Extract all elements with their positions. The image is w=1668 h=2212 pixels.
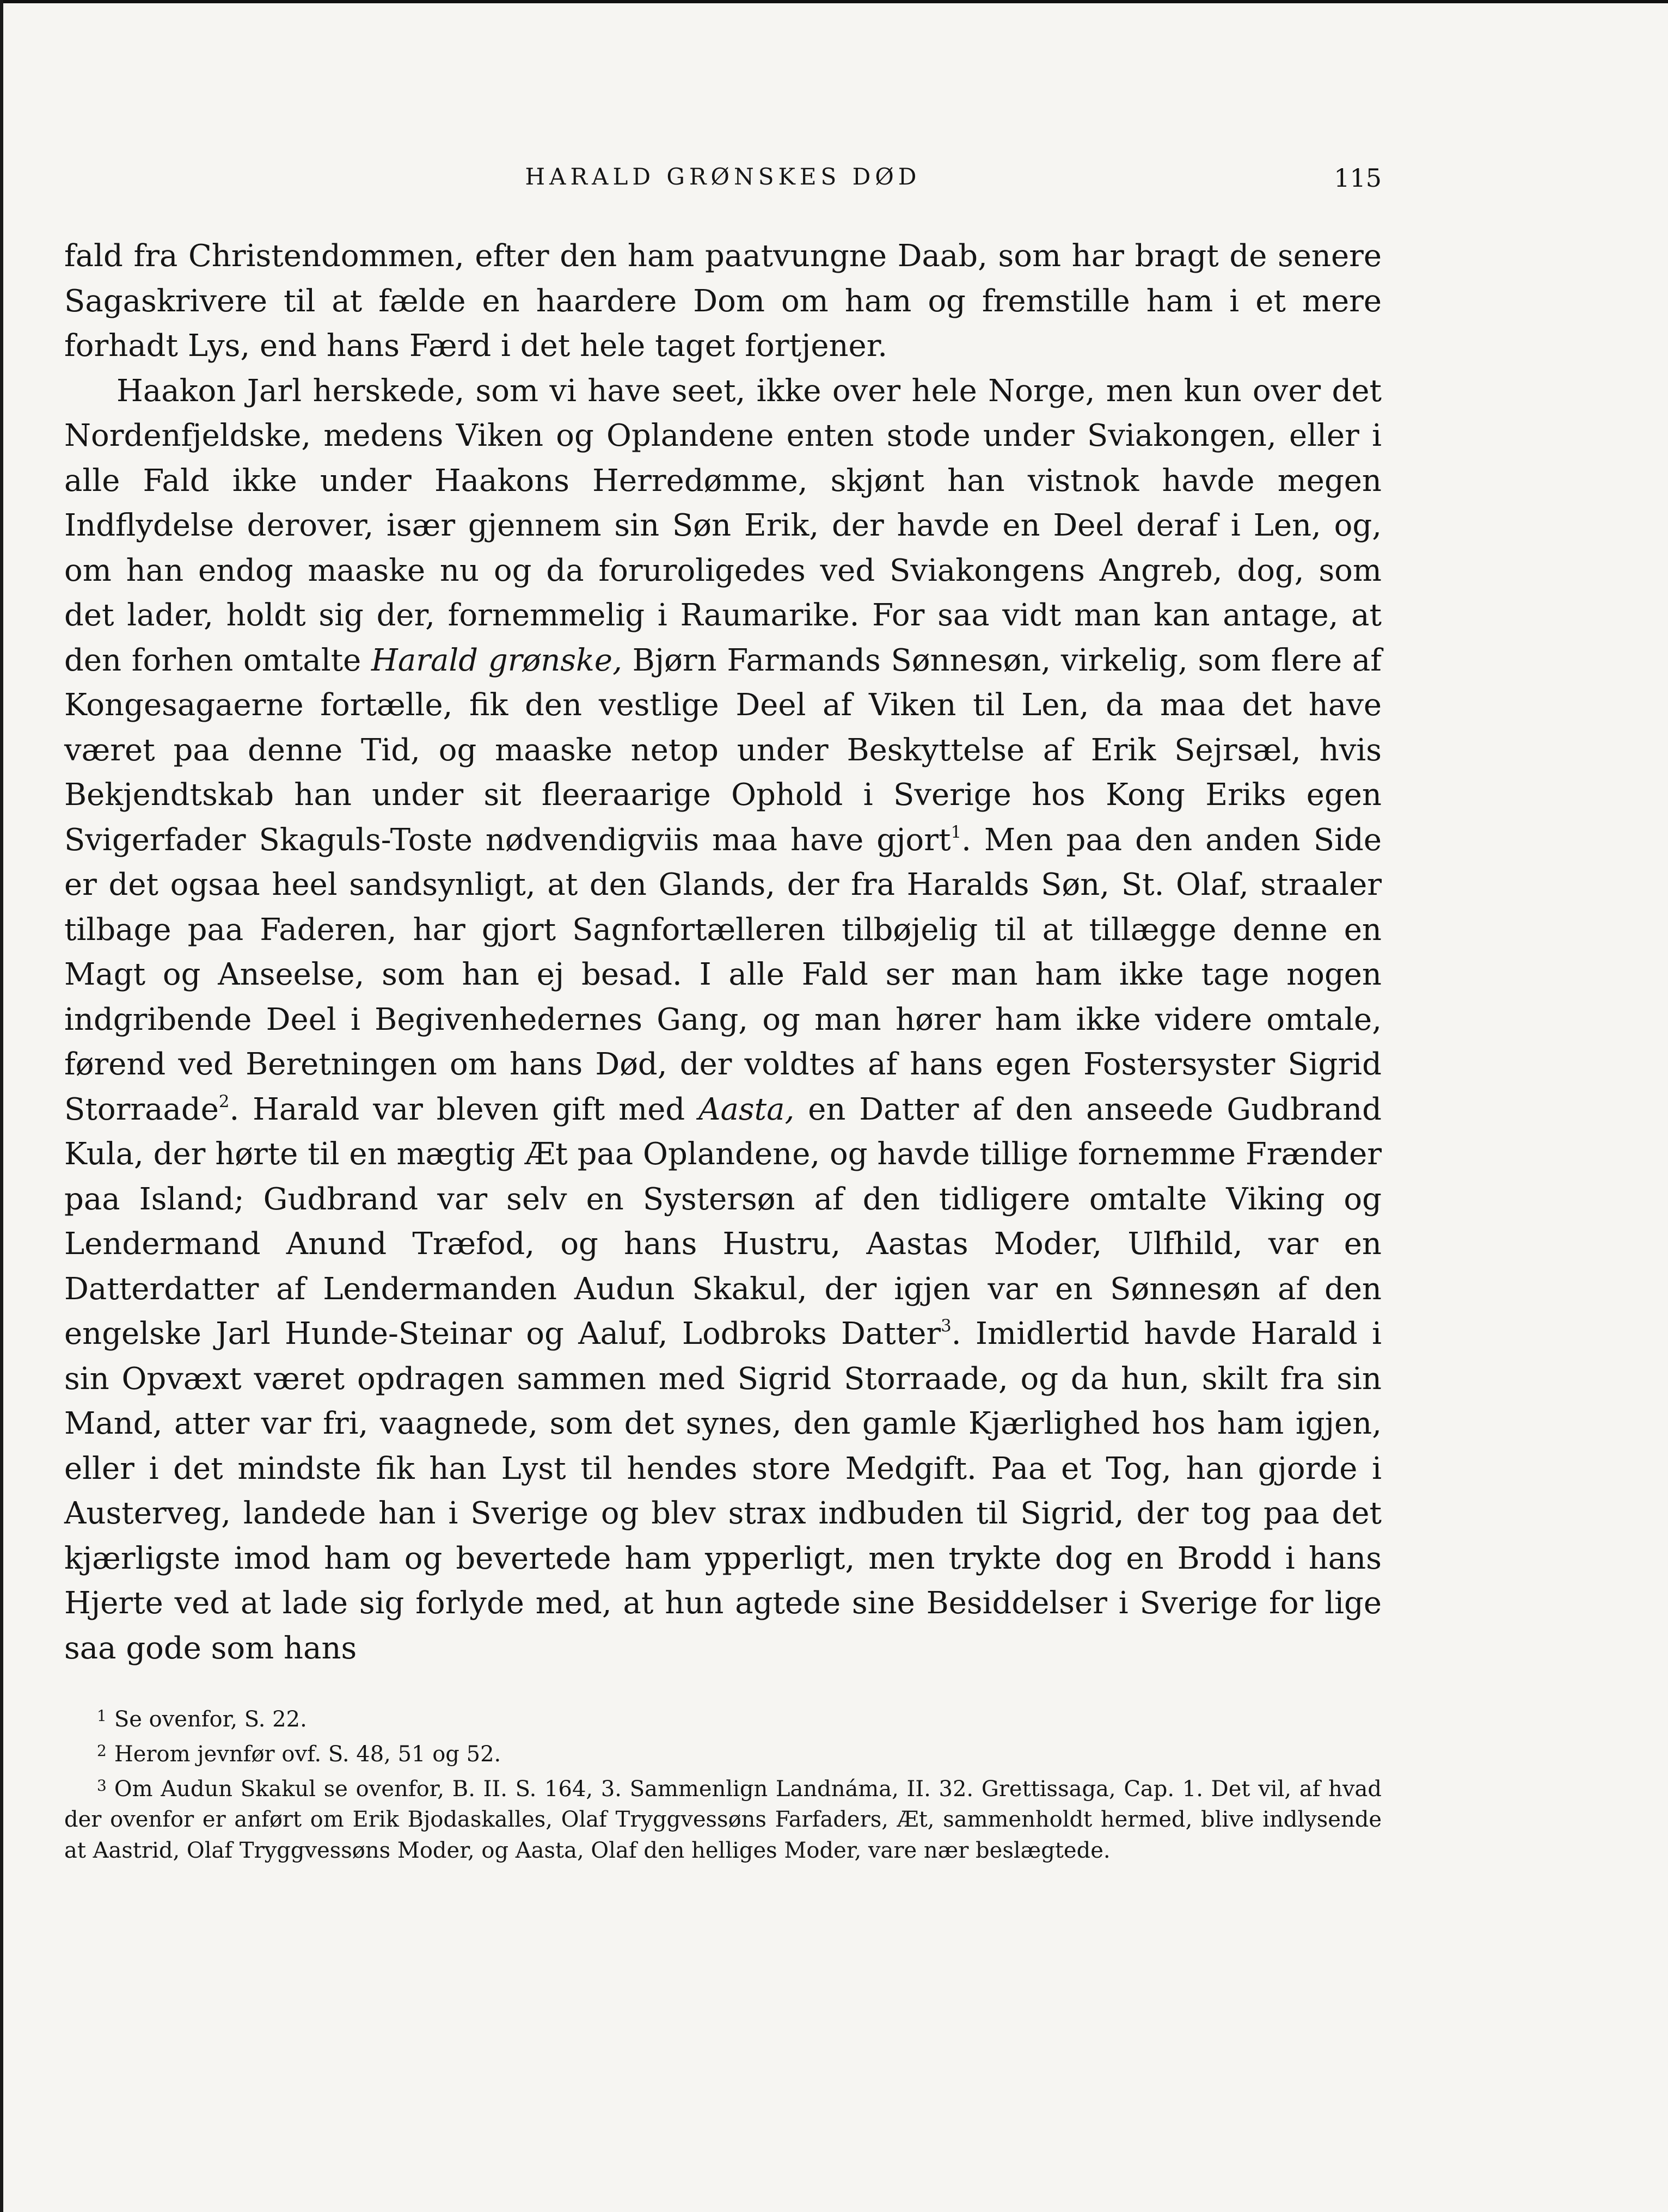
paragraph-2 (64, 369, 1382, 1672)
footnote-1 (64, 1700, 1382, 1735)
paragraph-2-text-d: . Harald var bleven gift med (229, 1091, 685, 1127)
footnote-ref-3: 3 (941, 1316, 952, 1336)
footnotes (64, 1700, 1382, 1866)
footnote-3-text: Om Audun Skakul se ovenfor, B. II. S. 164, 3. Sammenlign Landnáma, II. 32. Grettissaga, Cap. 1. Det vil, af hvad der ovenfor er anført om Erik Bjodaskalles, Olaf Tryggvessøns Farfaders, Æt, sammenholdt hermed, blive indlysende at Aastrid, Olaf Tryggvessøns Moder, og Aasta, Olaf den helliges Moder, vare nær beslægtede. (64, 1776, 1382, 1864)
paragraph-2-text-f: . Imidlertid havde Harald i sin Opvæxt været opdragen sammen med Sigrid Storraade, og da hun, skilt fra sin Mand, atter var fri, vaagnede, som det synes, den gamle Kjærlighed hos ham igjen, eller i det mindste fik han Lyst til hendes store Medgift. Paa et Tog, han gjorde i Austerveg, landede han i Sverige og blev strax indbuden til Sigrid, der tog paa det kjærligste imod ham og bevertede ham ypperligt, men trykte dog en Brodd i hans Hjerte ved at lade sig forlyde med, at hun agtede sine Besiddelser i Sverige for lige saa gode som hans (64, 1316, 1382, 1666)
running-head (64, 163, 1382, 207)
italic-harald-grønske: Harald grønske, (371, 642, 622, 678)
scan-edge-top (0, 0, 1668, 3)
book-page (64, 163, 1382, 1866)
footnote-3-mark: 3 (97, 1776, 107, 1795)
footnote-2 (64, 1735, 1382, 1770)
footnote-1-mark: 1 (97, 1707, 107, 1725)
paragraph-2-text-e: en Datter af den anseede Gudbrand Kula, der hørte til en mægtig Æt paa Oplandene, og havde tillige fornemme Frænder paa Island; Gudbrand var selv en Systersøn af den tidligere omtalte Viking og Lendermand Anund Træfod, og hans Hustru, Aastas Moder, Ulfhild, var en Datterdatter af Lendermanden Audun Skakul, der igjen var en Sønnesøn af den engelske Jarl Hunde-Steinar og Aaluf, Lodbroks Datter (64, 1091, 1382, 1351)
paragraph-1-text: fald fra Christendommen, efter den ham paatvungne Daab, som har bragt de senere Sagaskrivere til at fælde en haardere Dom om ham og fremstille ham i et mere forhadt Lys, end hans Færd i det hele taget fortjener. (64, 238, 1382, 364)
body-text (64, 234, 1382, 1671)
italic-aasta: Aasta, (698, 1091, 795, 1127)
footnote-2-text: Herom jevnfør ovf. S. 48, 51 og 52. (114, 1741, 501, 1767)
running-title: HARALD GRØNSKES DØD (525, 163, 921, 190)
paragraph-1 (64, 234, 1382, 369)
paragraph-2-text-b: Bjørn Farmands Sønnesøn, virkelig, som flere af Kongesagaerne fortælle, fik den vestlige Deel af Viken til Len, da maa det have været paa denne Tid, og maaske netop under Beskyttelse af Erik Sejrsæl, hvis Bekjendtskab han under sit fleeraarige Ophold i Sverige hos Kong Eriks egen Svigerfader Skaguls-Toste nødvendigviis maa have gjort (64, 642, 1382, 858)
footnote-1-text: Se ovenfor, S. 22. (114, 1706, 307, 1732)
paragraph-2-text-c: . Men paa den anden Side er det ogsaa heel sandsynligt, at den Glands, der fra Haralds Søn, St. Olaf, straaler tilbage paa Faderen, har gjort Sagnfortælleren tilbøjelig til at tillægge denne en Magt og Anseelse, som han ej besad. I alle Fald ser man ham ikke tage nogen indgribende Deel i Begivenhedernes Gang, og man hører ham ikke videre omtale, førend ved Beretningen om hans Død, der voldtes af hans egen Fostersyster Sigrid Storraade (64, 822, 1382, 1127)
page-number: 115 (1334, 163, 1382, 193)
footnote-2-mark: 2 (97, 1741, 107, 1760)
footnote-ref-2: 2 (218, 1091, 230, 1111)
footnote-ref-1: 1 (950, 822, 962, 842)
footnote-3 (64, 1770, 1382, 1867)
paragraph-2-text-a: Haakon Jarl herskede, som vi have seet, ikke over hele Norge, men kun over det Nordenfjeldske, medens Viken og Oplandene enten stode under Sviakongen, eller i alle Fald ikke under Haakons Herredømme, skjønt han vistnok havde megen Indflydelse derover, især gjennem sin Søn Erik, der havde en Deel deraf i Len, og, om han endog maaske nu og da foruroligedes ved Sviakongens Angreb, dog, som det lader, holdt sig der, fornemmelig i Raumarike. For saa vidt man kan antage, at den forhen omtalte (64, 373, 1382, 678)
scan-edge-left (0, 0, 3, 2212)
